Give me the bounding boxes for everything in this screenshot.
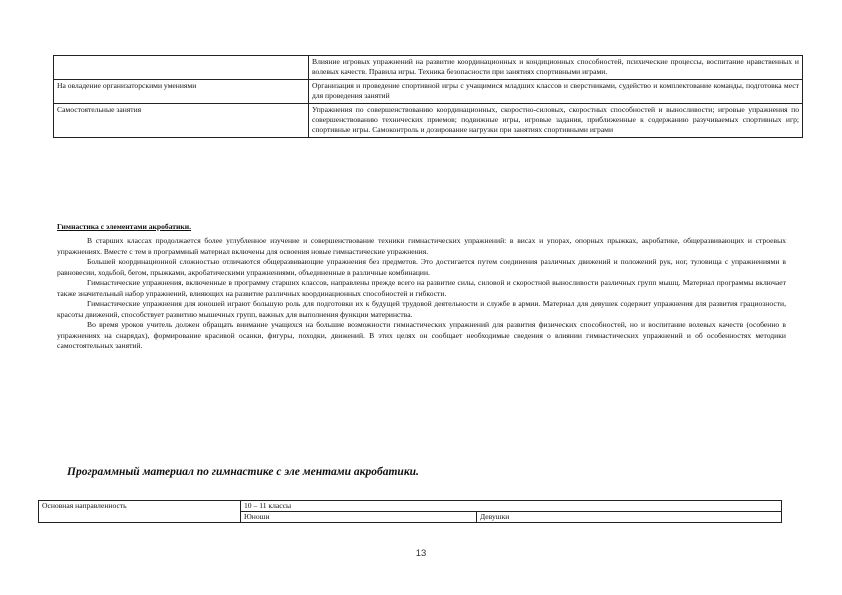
paragraph: Гимнастические упражнения, включенные в программу старших классов, направлены прежде всего на развитие силы, силовой и скоростной выносливости различных групп мышц. Материал программы включает также значительный набор упражнений, влияющих на развитие различных координационных способностей и гибкости. [57,278,786,298]
table-row [54,103,803,137]
program-material-title: Программный материал по гимнастике с эле ментами акробатики. [67,466,419,478]
table-cell-content: Организация и проведение спортивной игры с учащимися младших классов и сверстниками, судейство и комплектование команды, подготовка мест для проведения занятий [309,79,803,103]
program-table-top [53,55,803,138]
table-row [39,501,782,512]
table-row [54,56,803,80]
table-cell-content: Упражнения по совершенствованию координационных, скоростно-силовых, скоростных способностей и выносливости; игровые упражнения по совершенствованию технических приемов; подвижные игры, игровые задания, приближенные к содержанию разучиваемых спортивных игр; спортивные игры. Самоконтроль и дозирование нагрузки при занятиях спортивными играми [309,103,803,137]
program-table-bottom [38,500,782,523]
paragraph: Во время уроков учитель должен обращать внимание учащихся на большие возможности гимнастических упражнений для развития физических способностей, но и воспитание волевых качеств (особенно в упражнениях на снарядах), формирование красивой осанки, фигуры, походки, движений. В этих целях он сообщает необходимые сведения о влиянии гимнастических упражнений и об особенностях методики самостоятельных занятий. [57,320,786,350]
table-row [54,79,803,103]
table-cell-label: Самостоятельные занятия [54,103,309,137]
table-cell-label: На овладение организаторскими умениями [54,79,309,103]
table-cell-label [54,56,309,80]
paragraph: В старших классах продолжается более углубленное изучение и совершенствование техники гимнастических упражнений: в висах и упорах, опорных прыжках, акробатике, общеразвивающих и строевых упражнениях. Вместе с тем в программный материал включены для освоения новые гимнастические упражнения. [57,236,786,256]
girls-header: Девушки [477,512,782,523]
page-number: 13 [415,548,427,559]
table-cell-content: Влияние игровых упражнений на развитие координационных и кондиционных способностей, психические процессы, воспитание нравственных и волевых качеств. Правила игры. Техника безопасности при занятиях спортивными играми. [309,56,803,80]
boys-header: Юноши [241,512,477,523]
classes-header: 10 – 11 классы [241,501,782,512]
paragraph: Гимнастические упражнения для юношей играют большую роль для подготовки их к будущей трудовой деятельности и службе в армии. Материал для девушек содержит упражнения для развития грациозности, красоты движений, способствует развитию мышечных групп, важных для выполнения функции материнства. [57,299,786,319]
direction-header: Основная направленность [39,501,241,523]
section-body [57,236,786,352]
section-heading: Гимнастика с элементами акробатики. [57,222,192,231]
paragraph: Большей координационной сложностью отличаются общеразвивающие упражнения без предметов. Это достигается путем соединения различных движений и положений рук, ног, туловища с упражнениями в равновесии, ходьбой, бегом, прыжками, акробатическими упражнениями, объединенные в различные комбинации. [57,257,786,277]
